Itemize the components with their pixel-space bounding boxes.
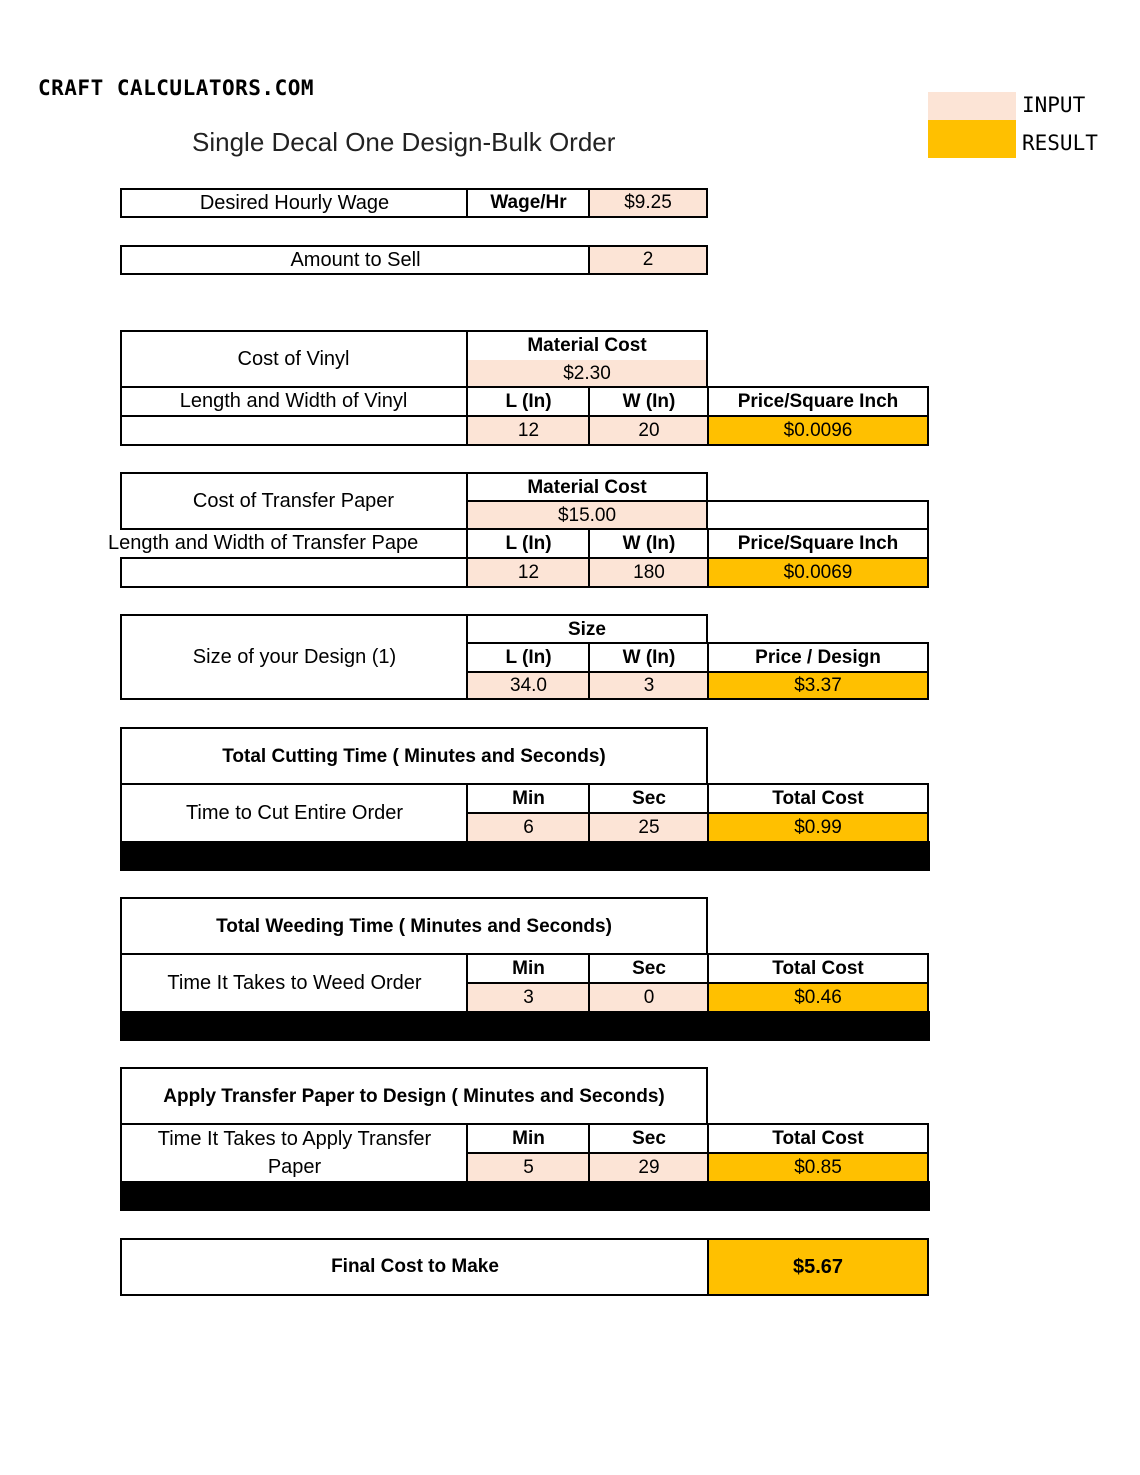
design-width-input[interactable]: 3 (588, 671, 708, 700)
design-size-header: Size (466, 614, 708, 644)
final-cost-label: Final Cost to Make (120, 1238, 708, 1296)
legend-input-swatch (928, 92, 1016, 120)
weeding-cost-header: Total Cost (707, 953, 929, 983)
transfer-price-result: $0.0069 (707, 557, 929, 588)
brand-title: CRAFT CALCULATORS.COM (38, 76, 315, 100)
vinyl-length-input[interactable]: 12 (466, 415, 589, 446)
wage-unit-label: Wage/Hr (466, 188, 589, 218)
legend-result-swatch (928, 120, 1016, 158)
vinyl-w-header: W (In) (588, 386, 708, 416)
vinyl-material-header: Material Cost (466, 330, 708, 360)
design-price-result: $3.37 (707, 671, 929, 700)
transfer-material-header: Material Cost (466, 472, 708, 502)
cutting-min-input[interactable]: 6 (466, 812, 589, 842)
apply-label (120, 1123, 467, 1181)
cutting-black-bar (120, 841, 930, 871)
vinyl-divider-2 (120, 415, 467, 417)
wage-label: Desired Hourly Wage (120, 188, 467, 218)
design-label: Size of your Design (1) (120, 614, 467, 700)
design-length-input[interactable]: 34.0 (466, 671, 589, 700)
legend-result-label: RESULT (1022, 131, 1098, 155)
weeding-label: Time It Takes to Weed Order (120, 953, 467, 1011)
vinyl-price-header: Price/Square Inch (707, 386, 929, 416)
weeding-min-header: Min (466, 953, 589, 983)
vinyl-material-cost-input[interactable]: $2.30 (466, 360, 708, 388)
apply-min-header: Min (466, 1123, 589, 1153)
transfer-w-header: W (In) (588, 528, 708, 558)
apply-label-line1: Time It Takes to Apply Transfer (157, 1128, 432, 1150)
final-cost-result: $5.67 (707, 1238, 929, 1296)
page-title: Single Decal One Design-Bulk Order (192, 127, 616, 157)
weeding-min-input[interactable]: 3 (466, 982, 589, 1012)
legend-input-label: INPUT (1022, 93, 1086, 117)
vinyl-l-header: L (In) (466, 386, 589, 416)
vinyl-cost-label: Cost of Vinyl (237, 347, 350, 370)
apply-black-bar (120, 1181, 930, 1211)
cutting-cost-header: Total Cost (707, 783, 929, 813)
vinyl-price-result: $0.0096 (707, 415, 929, 446)
design-w-header: W (In) (588, 642, 708, 672)
apply-cost-result: $0.85 (707, 1152, 929, 1182)
vinyl-width-input[interactable]: 20 (588, 415, 708, 446)
cutting-sec-input[interactable]: 25 (588, 812, 708, 842)
cutting-title: Total Cutting Time ( Minutes and Seconds) (120, 727, 708, 785)
amount-label: Amount to Sell (120, 245, 589, 275)
transfer-l-header: L (In) (466, 528, 589, 558)
apply-sec-header: Sec (588, 1123, 708, 1153)
apply-sec-input[interactable]: 29 (588, 1152, 708, 1182)
cutting-min-header: Min (466, 783, 589, 813)
design-l-header: L (In) (466, 642, 589, 672)
transfer-dims-label: Length and Width of Transfer Pape (108, 530, 468, 557)
transfer-divider-2 (120, 557, 467, 559)
transfer-cost-label: Cost of Transfer Paper (192, 489, 395, 512)
weeding-sec-header: Sec (588, 953, 708, 983)
transfer-blank-cell (707, 500, 929, 530)
weeding-title: Total Weeding Time ( Minutes and Seconds) (120, 897, 708, 955)
transfer-material-cost-input[interactable]: $15.00 (466, 500, 708, 530)
wage-input[interactable]: $9.25 (588, 188, 708, 218)
transfer-length-input[interactable]: 12 (466, 557, 589, 588)
cutting-label: Time to Cut Entire Order (120, 783, 467, 841)
apply-min-input[interactable]: 5 (466, 1152, 589, 1182)
apply-cost-header: Total Cost (707, 1123, 929, 1153)
weeding-black-bar (120, 1011, 930, 1041)
amount-input[interactable]: 2 (588, 245, 708, 275)
apply-label-line2: Paper (267, 1156, 322, 1178)
cutting-sec-header: Sec (588, 783, 708, 813)
weeding-sec-input[interactable]: 0 (588, 982, 708, 1012)
transfer-price-header: Price/Square Inch (707, 528, 929, 558)
weeding-cost-result: $0.46 (707, 982, 929, 1012)
transfer-width-input[interactable]: 180 (588, 557, 708, 588)
apply-title: Apply Transfer Paper to Design ( Minutes and Seconds) (120, 1067, 708, 1125)
cutting-cost-result: $0.99 (707, 812, 929, 842)
vinyl-dims-label: Length and Width of Vinyl (179, 390, 408, 412)
design-price-header: Price / Design (707, 642, 929, 672)
